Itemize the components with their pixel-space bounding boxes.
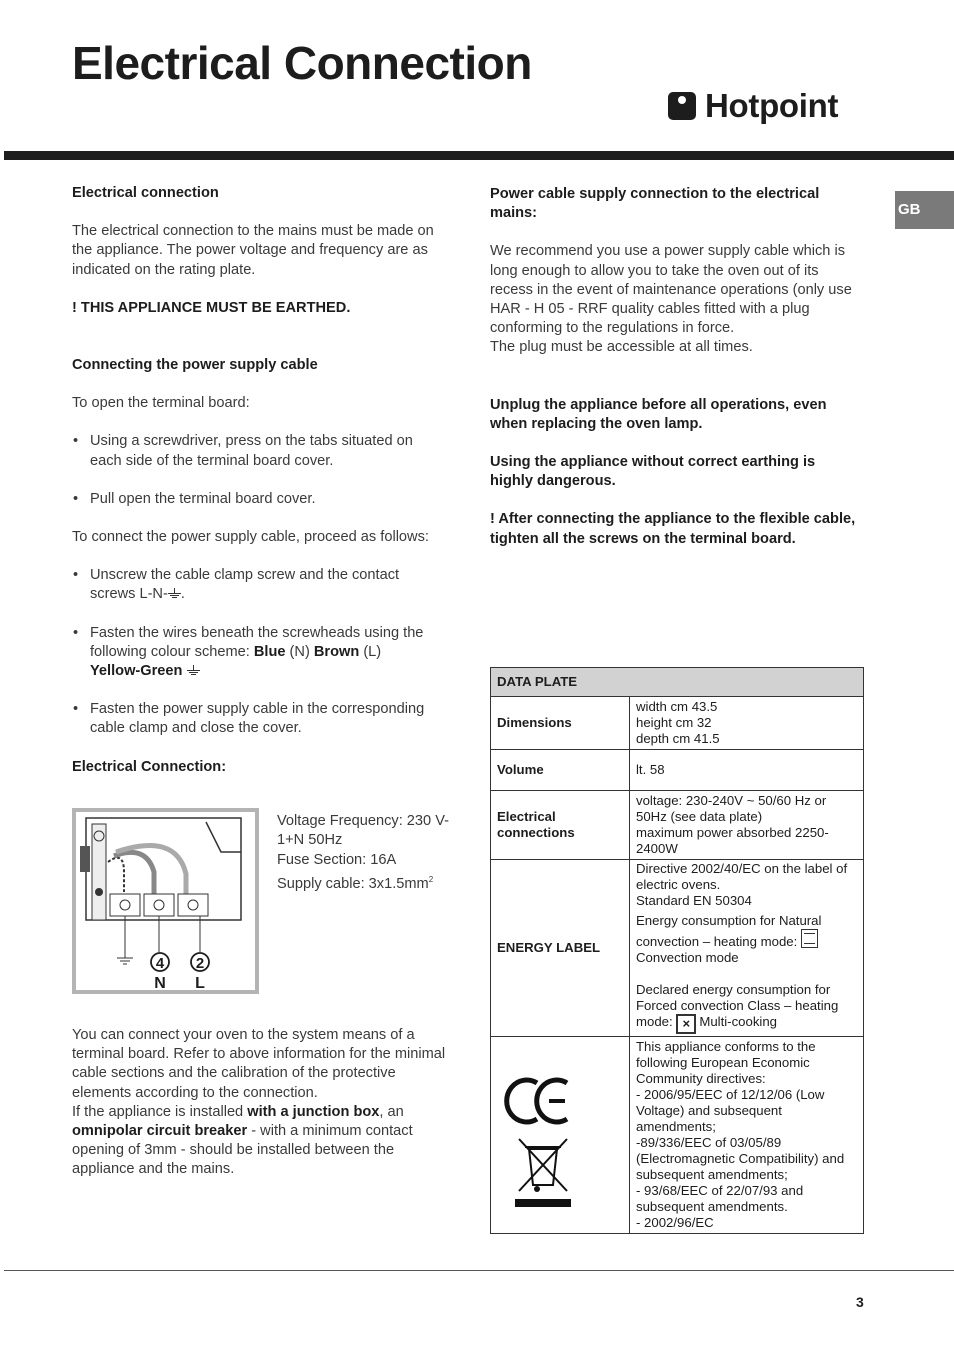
circuit-breaker-bold: omnipolar circuit breaker — [72, 1123, 248, 1140]
brand-name: Hotpoint — [705, 87, 839, 124]
wire-brown: Brown — [313, 643, 360, 660]
earthed-warning: ! THIS APPLIANCE MUST BE EARTHED. — [72, 299, 351, 316]
colour-scheme-text: Fasten the wires beneath the screwheads using the following colour scheme: — [90, 624, 424, 660]
wire-yellow-green: Yellow-Green — [90, 663, 183, 680]
terminal-earth — [110, 894, 140, 916]
ce-mark-icon — [507, 1080, 537, 1122]
wire-l: (L) — [359, 643, 382, 660]
terminal-board-drawing — [76, 812, 255, 990]
list-item: • Fasten the power supply cable in the corresponding cable clamp and close the cover. — [72, 700, 447, 738]
energy-natural-text: Energy consumption for Natural convection – heating mode: — [636, 913, 822, 949]
voltage-frequency: Voltage Frequency: 230 V-1+N 50Hz — [277, 813, 449, 849]
earth-symbol-icon — [187, 665, 200, 676]
conventional-oven-icon — [801, 929, 818, 948]
earthing-warning: Using the appliance without correct earthing is highly dangerous. — [490, 454, 816, 490]
connect-steps-list — [72, 566, 447, 604]
conformity-text — [630, 1037, 864, 1234]
heading-power-cable: Power cable supply connection to the electrical mains: — [490, 186, 820, 222]
symbols-cell — [491, 1037, 630, 1234]
directive-weee: - 2002/96/EC — [636, 1215, 714, 1230]
energy-multi-cooking: Multi-cooking — [699, 1014, 778, 1029]
energy-standard: Standard EN 50304 — [636, 893, 752, 908]
table-row — [491, 697, 864, 750]
open-steps-list — [72, 432, 447, 470]
dimensions-value — [630, 697, 864, 750]
directive-emc: -89/336/EEC of 03/05/89 (Electromagnetic Compatibility) and subsequent amendments; — [636, 1135, 845, 1182]
screws-warning: ! After connecting the appliance to the flexible cable, tighten all the screws on the terminal board. — [490, 511, 856, 547]
right-column — [490, 185, 862, 549]
cable-recommendation: We recommend you use a power supply cable which is long enough to allow you to take the oven out of its recess in the event of maintenance operations (only use HAR - H 05 - RRF quality cables fitted with a plug conforming to the regulations in force. — [490, 243, 852, 337]
junction-box-bold: with a junction box — [247, 1103, 380, 1120]
callout-n-number: 4 — [155, 955, 165, 972]
table-row — [491, 750, 864, 791]
list-item — [72, 624, 447, 682]
weee-wheel — [534, 1186, 540, 1192]
volume-value: lt. 58 — [630, 750, 864, 791]
text-span: If the appliance is installed — [72, 1103, 248, 1120]
unplug-warning: Unplug the appliance before all operations, even when replacing the oven lamp. — [490, 396, 827, 432]
language-tab: GB — [895, 191, 954, 229]
terminal-n — [144, 894, 174, 916]
cable-entry — [80, 846, 90, 872]
electrical-voltage: voltage: 230-240V ~ 50/60 Hz or 50Hz (see data plate) — [636, 793, 827, 824]
ce-weee-marks — [497, 1057, 617, 1207]
electrical-label: Electrical connections — [491, 791, 630, 860]
mains-paragraph: The electrical connection to the mains must be made on the appliance. The power voltage and frequency are as indicated on the rating plate. — [72, 223, 434, 278]
text-span: - with a minimum contact opening of 3mm - should be installed between the appliance and the mains. — [72, 1123, 413, 1178]
open-steps-list-2 — [72, 490, 447, 509]
electrical-value — [630, 791, 864, 860]
earth-wire — [108, 858, 124, 892]
heading-electrical-connection-2: Electrical Connection: — [72, 758, 227, 775]
electrical-power: maximum power absorbed 2250-2400W — [636, 825, 829, 856]
energy-directive: Directive 2002/40/EC on the label of electric ovens. — [636, 861, 848, 892]
hotpoint-logo-icon — [668, 92, 696, 120]
heading-connecting-cable: Connecting the power supply cable — [72, 357, 318, 374]
dimension-width: width cm 43.5 — [636, 699, 718, 714]
table-row — [491, 860, 864, 1037]
energy-value — [630, 860, 864, 1037]
wire-blue: Blue — [253, 643, 286, 660]
terminal-board-diagram — [72, 808, 259, 994]
page-number: 3 — [856, 1294, 864, 1310]
neutral-wire — [114, 852, 154, 894]
table-row — [491, 791, 864, 860]
energy-natural — [636, 913, 858, 950]
directive-low-voltage: - 2006/95/EEC of 12/12/06 (Low Voltage) and subsequent amendments; — [636, 1087, 825, 1134]
earth-symbol-icon — [168, 588, 181, 599]
header-divider — [4, 151, 954, 160]
table-row — [491, 668, 864, 697]
left-column — [72, 184, 447, 777]
dimensions-label: Dimensions — [491, 697, 630, 750]
dimension-height: height cm 32 — [636, 715, 712, 730]
label-n: N — [154, 975, 166, 990]
text-span: , an — [379, 1103, 404, 1120]
directive-93-68: - 93/68/EEC of 22/07/93 and subsequent amendments. — [636, 1183, 804, 1214]
energy-label: ENERGY LABEL — [491, 860, 630, 1037]
callout-l-number: 2 — [195, 955, 205, 972]
plug-accessible: The plug must be accessible at all times. — [490, 339, 753, 356]
supply-specs — [277, 812, 457, 894]
connect-cable-intro: To connect the power supply cable, proceed as follows: — [72, 529, 429, 546]
data-plate-table — [490, 667, 864, 1234]
connect-steps-list-3 — [72, 700, 447, 738]
footer-divider — [4, 1270, 954, 1271]
list-item: • Using a screwdriver, press on the tabs situated on each side of the terminal board cover. — [72, 432, 447, 470]
dimension-depth: depth cm 41.5 — [636, 731, 720, 746]
step-text: Unscrew the cable clamp screw and the contact screws L-N- — [90, 567, 400, 603]
hotpoint-logo — [668, 86, 838, 126]
junction-box-section — [72, 1026, 447, 1180]
connect-steps-list-2 — [72, 624, 447, 682]
cover-tab — [206, 822, 241, 852]
weee-bar — [515, 1199, 571, 1207]
data-plate-header: DATA PLATE — [491, 668, 864, 697]
fuse-section: Fuse Section: 16A — [277, 851, 397, 868]
supply-cable-text: Supply cable: 3x1.5mm — [277, 876, 429, 893]
terminal-board-paragraph: You can connect your oven to the system means of a terminal board. Refer to above information for the minimal cable sections and the calibration of the protective elements according to the connection. — [72, 1027, 446, 1101]
list-item: • Pull open the terminal board cover. — [72, 490, 447, 509]
list-item — [72, 566, 447, 604]
supply-cable — [277, 870, 457, 894]
junction-box-paragraph — [72, 1103, 447, 1180]
page-title: Electrical Connection — [72, 37, 532, 89]
energy-forced-text: Declared energy consumption for Forced convection Class – heating mode: — [636, 982, 839, 1029]
table-row — [491, 1037, 864, 1234]
wire-n: (N) — [285, 643, 314, 660]
energy-convection-mode: Convection mode — [636, 950, 739, 965]
multi-cooking-icon: × — [676, 1014, 696, 1034]
supply-cable-superscript: 2 — [428, 875, 434, 885]
heading-electrical-connection: Electrical connection — [72, 185, 219, 201]
open-terminal-intro: To open the terminal board: — [72, 395, 250, 412]
clamp-screw-bottom — [95, 888, 103, 896]
terminal-l — [178, 894, 208, 916]
conformity-intro: This appliance conforms to the following European Economic Community directives: — [636, 1039, 816, 1086]
energy-forced — [636, 982, 858, 1034]
label-l: L — [195, 975, 205, 990]
step-text-end: . — [180, 586, 185, 603]
volume-label: Volume — [491, 750, 630, 791]
